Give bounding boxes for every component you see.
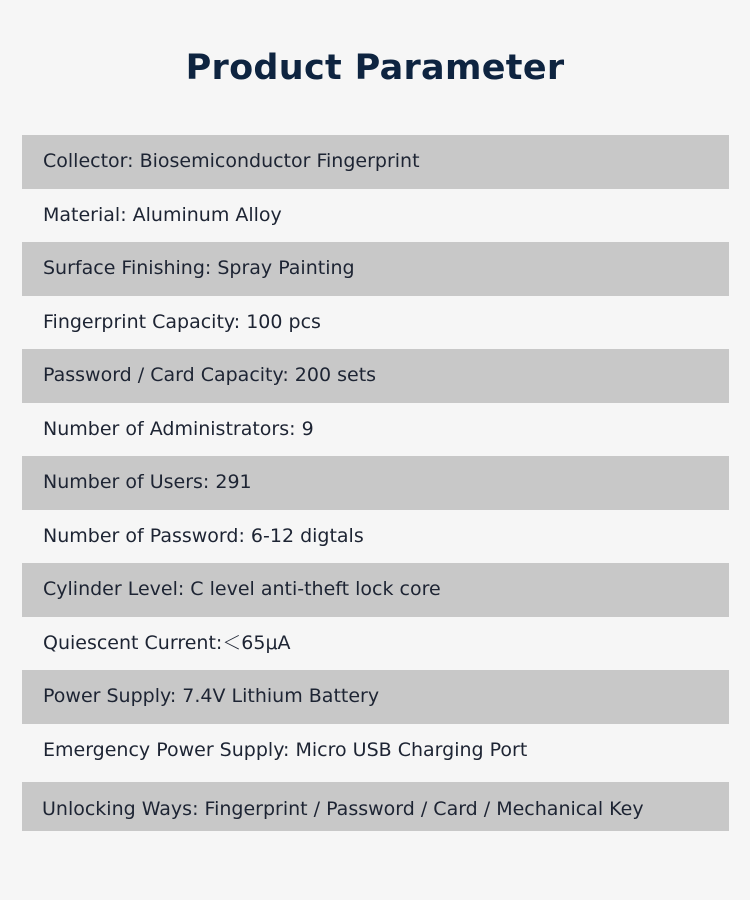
parameter-table — [22, 135, 729, 831]
parameter-row-password-card-capacity: Password / Card Capacity: 200 sets — [22, 349, 729, 403]
parameter-row-quiescent-current: Quiescent Current:＜65μA — [43, 631, 291, 654]
parameter-row-password-length: Number of Password: 6-12 digtals — [43, 524, 364, 547]
parameter-row-material: Material: Aluminum Alloy — [43, 203, 282, 226]
parameter-row-fingerprint-capacity: Fingerprint Capacity: 100 pcs — [43, 310, 321, 333]
parameter-row-surface-finishing: Surface Finishing: Spray Painting — [22, 242, 729, 296]
parameter-row-emergency-power: Emergency Power Supply: Micro USB Charging Port — [43, 738, 528, 761]
parameter-row-users: Number of Users: 291 — [22, 456, 729, 510]
parameter-row-administrators: Number of Administrators: 9 — [43, 417, 314, 440]
parameter-row-unlocking-ways: Unlocking Ways: Fingerprint / Password / Card / Mechanical Key — [22, 782, 729, 831]
parameter-row-collector: Collector: Biosemiconductor Fingerprint — [22, 135, 729, 189]
page-title: Product Parameter — [185, 48, 565, 88]
parameter-row-power-supply: Power Supply: 7.4V Lithium Battery — [22, 670, 729, 724]
parameter-row-cylinder-level: Cylinder Level: C level anti-theft lock core — [22, 563, 729, 617]
